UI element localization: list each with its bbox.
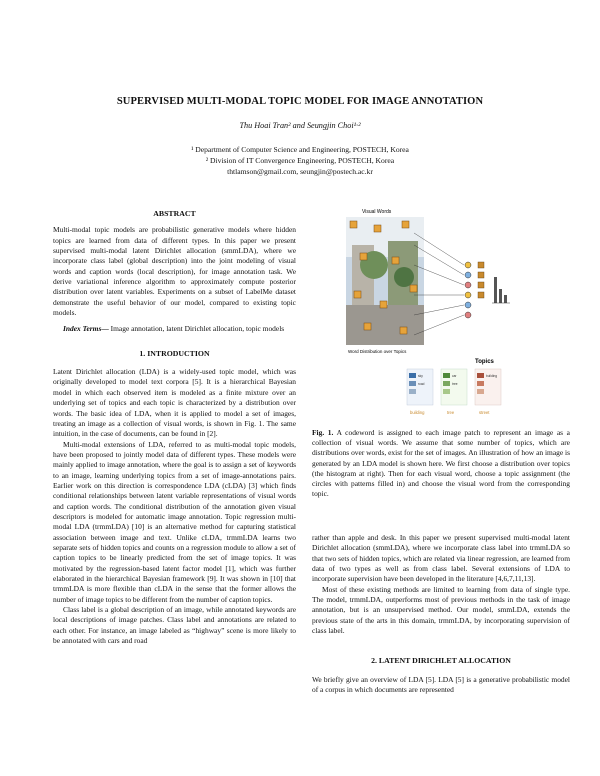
paper-title: SUPERVISED MULTI-MODAL TOPIC MODEL FOR IMAGE ANNOTATION <box>116 96 484 107</box>
affiliation-2: ² Division of IT Convergence Engineering, POSTECH, Korea <box>205 156 395 165</box>
intro-paragraph-2: Multi-modal extensions of LDA, referred to as multi-modal topic models, have been proposed to jointly model data of different types. These models were mainly applied to image annotation, where the goal is to assign a set of keywords to an image, learning underlying topics from a set of image-annotations pairs. Earlier work on this direction is correspondence LDA (cLDA) [3] which finds conditional relationships between latent variable representations of visual words and caption words. The conditional distribution of the annotation given visual descriptors is modeled for automatic image annotation. Topic regression multi-modal LDA (trmmLDA) [10] is an alternative method for capturing statistical association between image and text. Unlike cLDA, trmmLDA learns two separate sets of hidden topics and counts on a regression module to allow a set of caption topics to be linearly predicted from the set of image topics. It was motivated by the regression-based latent factor model [1], which was further elaborated in the hierarchical Bayesian framework [9]. It was shown in [10] that trmmLDA is more flexible than cLDA in the sense that the former allows the number of image topics to be different from the number of caption topics. <box>53 439 296 604</box>
fig-bottom-label: Word Distribution over Topics <box>348 349 407 354</box>
legend-row-sky: sky <box>418 374 423 378</box>
topic-word-tree: tree <box>447 410 455 415</box>
figure-image <box>344 205 514 355</box>
legend-row-car: car <box>452 374 457 378</box>
topic-word-street: street <box>479 410 490 415</box>
index-terms-text: Image annotation, latent Dirichlet allocation, topic models <box>108 324 285 334</box>
legend-row-tree: tree <box>452 382 458 386</box>
fig-top-label: Visual Words <box>362 209 392 215</box>
fig-caption-label: Fig. 1. <box>312 428 334 437</box>
figure-1 <box>344 205 514 355</box>
figure-topics-legend <box>405 357 505 419</box>
topics-label: Topics <box>475 359 494 365</box>
figure-caption <box>312 428 570 499</box>
right-paragraph-1: rather than apple and desk. In this paper we present supervised multi-modal latent Dirichlet allocation (smmLDA), where we incorporate class label into trmmLDA so that two sets of hidden topics, which are related via linear regression, are learned from data of two types as well as from class label. Several extensions of LDA to incorporate supervision have been developed in the literature [4,6,7,11,13]. <box>312 533 570 584</box>
intro-heading: 1. INTRODUCTION <box>139 348 210 358</box>
right-paragraph-3: We briefly give an overview of LDA [5]. LDA [5] is a generative probabilistic model of a corpus in which documents are represented <box>312 674 570 695</box>
right-column <box>312 533 570 695</box>
right-paragraph-2: Most of these existing methods are limited to learning from data of single type. The model, trmmLDA, outperforms most of previous methods in the task of image annotation, but is an unsupervised method. Our model, smmLDA, extends the previous state of the arts in this domain, trmmLDA, by incorporating supervision of class label. <box>312 584 570 636</box>
legend-row-road: road <box>418 382 425 386</box>
abstract-heading: ABSTRACT <box>153 209 196 218</box>
paper-authors: Thu Hoai Tran² and Seungjin Choi¹·² <box>239 121 361 130</box>
topic-word-building: building <box>410 410 425 415</box>
legend-row-building: building <box>486 374 497 378</box>
intro-paragraph-1: Latent Dirichlet allocation (LDA) is a widely-used topic model, which was originally developed to model text corpora [5]. It is a hierarchical Bayesian model in which each observed item is modeled as a finite mixture over an underlying set of topics and each topic is characterized by a distribution over words. The basic idea of LDA, when it is applied to model a set of images, treating an image as a collection of visual words, is shown in Fig. 1. The same intuition, in the case of documents, can be found in [2]. <box>53 367 296 439</box>
index-terms <box>53 324 296 334</box>
affiliation-1: ¹ Department of Computer Science and Engineering, POSTECH, Korea <box>191 145 409 154</box>
fig-caption-text: A codeword is assigned to each image patch to represent an image as a collection of visual words. We assume that some number of topics, which are distributions over words, exist for the set of images. An illustration of how an image is generated by an LDA model is shown here. We first choose a distribution over topics (the histogram at right). Then for each visual word, choose a topic assignment (the circles with patterns filled in) and choose the visual word from the corresponding topic. <box>312 428 570 499</box>
abstract-text: Multi-modal topic models are probabilistic generative models where hidden topics are learned from data of different types. In this paper we present supervised multi-modal latent Dirichlet allocation (smmLDA), where we incorporate class label (global description) into the joint modeling of visual words and caption words (local description), for image annotation task. We derive variational inference algorithm to approximately compute posterior distribution over latent variables. Experiments on a subset of LabelMe dataset demonstrate the useful behavior of our model, compared to existing topic models. <box>53 225 296 318</box>
intro-paragraph-3: Class label is a global description of an image, while annotated keywords are local descriptions of image patches. Class label and annotations are related to each other. For instance, an image labeled as “highway” scene is more likely to be annotated with cars and road <box>53 605 296 646</box>
author-emails: thtlamson@gmail.com, seungjin@postech.ac.kr <box>227 167 373 176</box>
topics-panel <box>405 357 505 419</box>
left-column <box>53 209 296 646</box>
section-2-heading: 2. LATENT DIRICHLET ALLOCATION <box>371 656 511 666</box>
index-terms-label: Index Terms— <box>63 324 109 334</box>
